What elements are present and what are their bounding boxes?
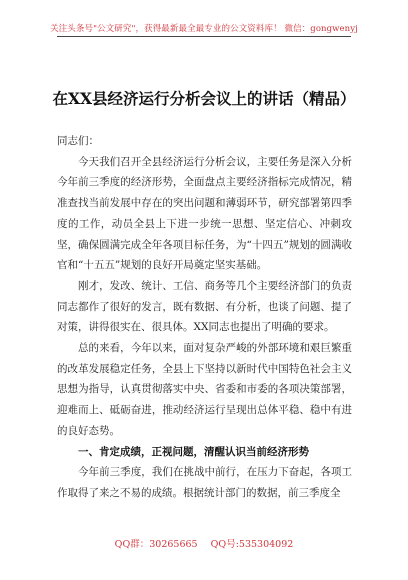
document-title: 在XX县经济运行分析会议上的讲话（精品） <box>52 89 356 108</box>
body-paragraph: 今年前三季度，我们在挑战中前行，在压力下奋起，各项工作取得了来之不易的成绩。根据统计部门的数据，前三季度全 <box>57 466 352 499</box>
header-promo-note: 关注头条号"公文研究"，获得最新最全最专业的公文资料库！ 微信：gongwenyj <box>50 24 358 34</box>
body-paragraph: 今天我们召开全县经济运行分析会议，主要任务是深入分析今年前三季度的经济形势，全面盘点主要经济指标完成情况，精准查找当前发展中存在的突出问题和薄弱环节，研究部署第四季度的工作，动员全县上下进一步统一思想、坚定信心、冲刺攻坚，确保圆满完成全年各项目标任务，为“十四五”规划的圆满收官和“十五五”规划的良好开局奠定坚实基础。 <box>57 155 352 272</box>
document-body <box>57 131 352 504</box>
salutation: 同志们： <box>57 135 99 147</box>
body-paragraph: 总的来看，今年以来，面对复杂严峻的外部环境和艰巨繁重的改革发展稳定任务，全县上下坚持以新时代中国特色社会主义思想为指导，认真贯彻落实中央、省委和市委的各项决策部署，迎难而上、砥砺奋进，推动经济运行呈现出总体平稳、稳中有进的良好态势。 <box>57 342 352 437</box>
footer-contact <box>0 536 408 550</box>
footer-qq-number: QQ号:535304092 <box>210 539 294 550</box>
section-heading: 一、肯定成绩，正视问题，清醒认识当前经济形势 <box>78 445 309 458</box>
body-paragraph: 刚才，发改、统计、工信、商务等几个主要经济部门的负责同志都作了很好的发言，既有数据、有分析，也谈了问题、提了对策，讲得很实在、很具体。XX同志也提出了明确的要求。 <box>57 279 352 334</box>
footer-qq-group: QQ群：30265665 <box>114 539 198 550</box>
header-divider <box>57 36 351 37</box>
